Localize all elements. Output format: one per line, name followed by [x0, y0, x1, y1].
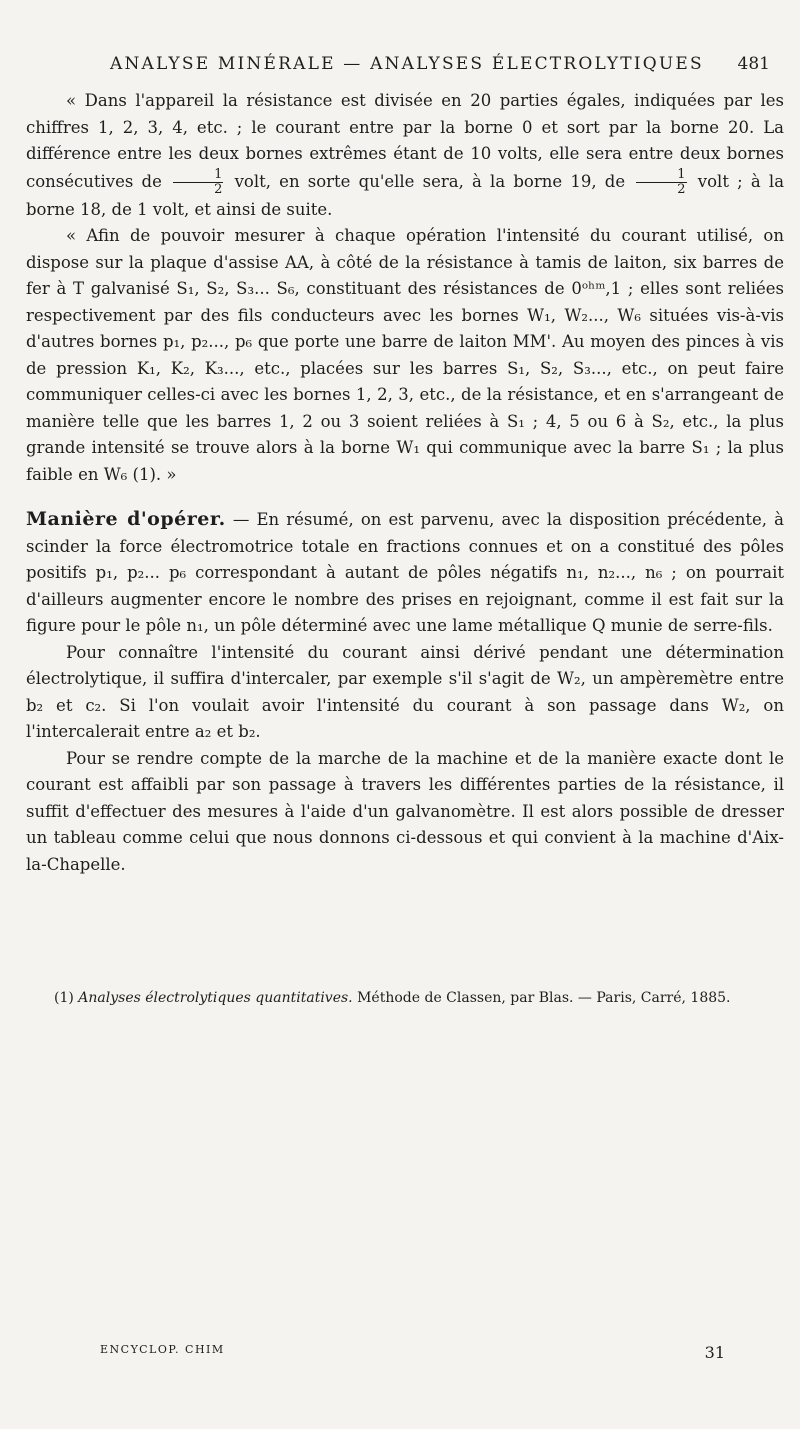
running-title: ANALYSE MINÉRALE — ANALYSES ÉLECTROLYTIQUES: [110, 54, 704, 74]
fraction-denominator: 2: [677, 181, 686, 197]
footnote-marker: (1): [54, 990, 74, 1006]
paragraph-1-part-b: volt, en sorte qu'elle sera, à la borne 19, de: [234, 171, 626, 191]
fraction-denominator: 2: [214, 181, 223, 197]
fraction-half: [636, 168, 686, 197]
running-header: [110, 54, 770, 74]
footer-signature-label: ENCYCLOP. CHIM: [100, 1343, 225, 1356]
footnote: [26, 988, 784, 1008]
section-heading: Manière d'opérer.: [26, 508, 226, 530]
paragraph-1-part-c: volt ; à la borne 18, de 1 volt, et ainsi de suite.: [26, 171, 785, 219]
page-footer: [100, 1343, 725, 1362]
footnote-title: Analyses électrolytiques quantitatives.: [78, 990, 353, 1006]
body-text: [26, 88, 784, 878]
paragraph-5: Pour se rendre compte de la marche de la machine et de la manière exacte dont le courant est affaibli par son passage à travers les différentes parties de la résistance, il suffit d'effectuer des mesures à l'aide d'un galvanomètre. Il est alors possible de dresser un tableau comme celui que nous donnons ci-dessous et qui convient à la machine d'Aix-la-Chapelle.: [26, 748, 784, 874]
fraction-half: [173, 168, 223, 197]
paragraph-3-text: — En résumé, on est parvenu, avec la disposition précédente, à scinder la force électromotrice totale en fractions connues et on a constitué des pôles positifs p₁, p₂... p₆ correspondant à autant de pôles négatifs n₁, n₂..., n₆ ; on pourrait d'ailleurs augmenter encore le nombre des prises en rejoignant, comme il est fait sur la figure pour le pôle n₁, un pôle déterminé avec une lame métallique Q munie de serre-fils.: [26, 510, 784, 635]
fraction-numerator: 1: [173, 168, 223, 183]
section-gap: [26, 488, 784, 506]
paragraph-1: [26, 88, 784, 223]
paragraph-4: Pour connaître l'intensité du courant ainsi dérivé pendant une détermination électrolytique, il suffira d'intercaler, par exemple s'il s'agit de W₂, un ampèremètre entre b₂ et c₂. Si l'on voulait avoir l'intensité du courant à son passage dans W₂, on l'intercalerait entre a₂ et b₂.: [26, 642, 784, 741]
paragraph-2: « Afin de pouvoir mesurer à chaque opération l'intensité du courant utilisé, on dispose sur la plaque d'assise AA, à côté de la résistance à tamis de laiton, six barres de fer à T galvanisé S₁, S₂, S₃... S₆, constituant des résistances de 0ᵒʰᵐ,1 ; elles sont reliées respectivement par des fils conducteurs avec les bornes W₁, W₂..., W₆ situées vis-à-vis d'autres bornes p₁, p₂..., p₆ que porte une barre de laiton MM'. Au moyen des pinces à vis de pression K₁, K₂, K₃..., etc., placées sur les barres S₁, S₂, S₃..., etc., on peut faire communiquer celles-ci avec les bornes 1, 2, 3, etc., de la résistance, et en s'arrangeant de manière telle que les barres 1, 2 ou 3 soient reliées à S₁ ; 4, 5 ou 6 à S₂, etc., la plus grande intensité se trouve alors à la borne W₁ qui communique avec la barre S₁ ; la plus faible en W₆ (1). »: [26, 226, 784, 484]
footnote-rest: Méthode de Classen, par Blas. — Paris, Carré, 1885.: [357, 990, 731, 1006]
paragraph-3: [26, 506, 784, 640]
page-number: 481: [737, 54, 770, 74]
fraction-numerator: 1: [636, 168, 686, 183]
paragraph-1-part-a: « Dans l'appareil la résistance est divisée en 20 parties égales, indiquées par les chiffres 1, 2, 3, 4, etc. ; le courant entre par la borne 0 et sort par la borne 20. La différence entre les deux bornes extrêmes étant de 10 volts, elle sera entre deux bornes consécutives de: [26, 91, 784, 191]
footer-signature-number: 31: [704, 1343, 725, 1362]
